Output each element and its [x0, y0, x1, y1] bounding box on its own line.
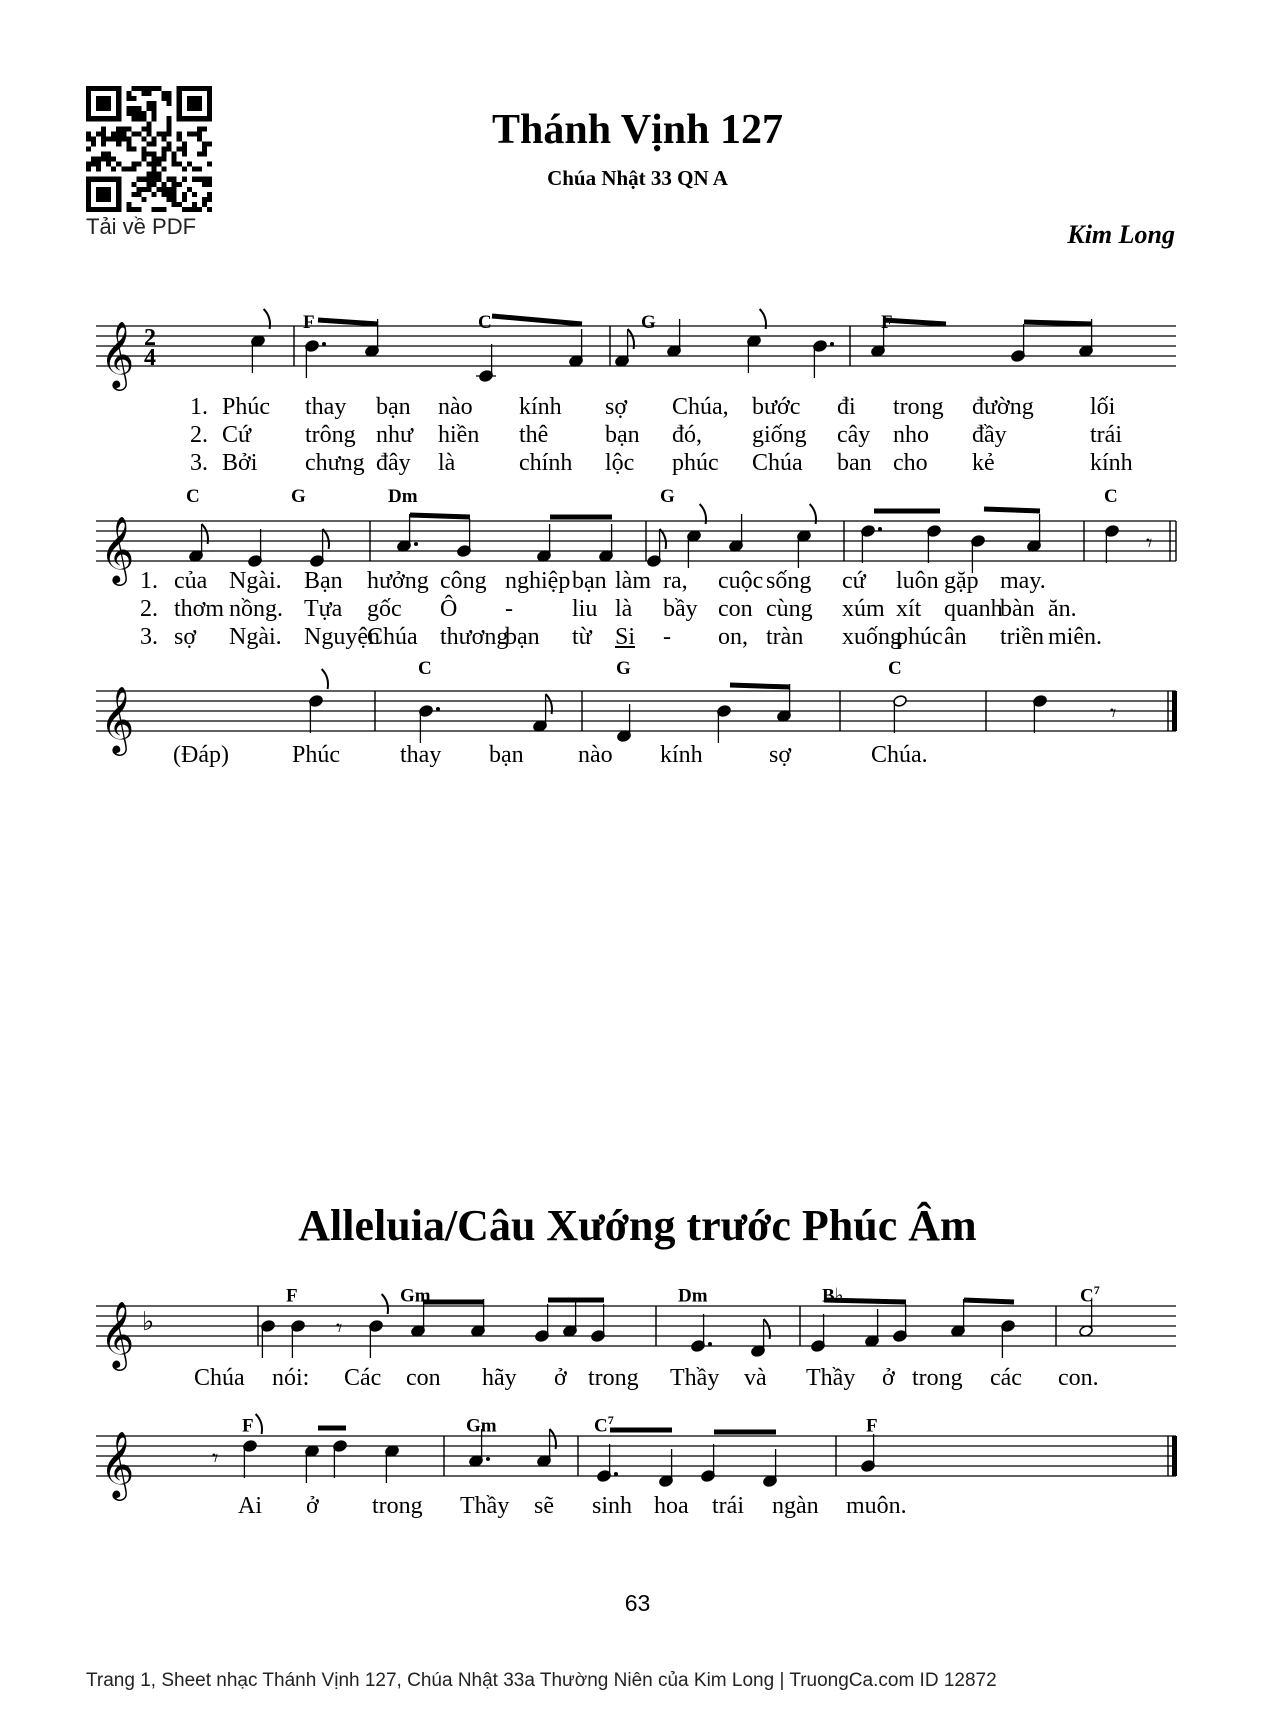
lyric-syllable: ra,	[663, 568, 688, 594]
lyric-syllable: quanh	[944, 596, 1003, 622]
lyric-syllable: sẽ	[534, 1493, 554, 1519]
lyric-syllable: ban	[837, 450, 872, 476]
lyric-syllable: đây	[376, 450, 411, 476]
lyric-syllable: Ai	[238, 1493, 262, 1519]
lyric-syllable: phúc	[672, 450, 719, 476]
lyric-syllable: Chúa.	[871, 742, 928, 768]
lyric-syllable: 1.	[140, 568, 158, 594]
lyric-syllable: sợ	[174, 624, 197, 650]
chord: F	[242, 1415, 254, 1437]
lyric-syllable: phúc	[896, 624, 943, 650]
lyric-syllable: triền	[1000, 624, 1044, 650]
lyric-syllable: Ngài.	[229, 568, 282, 594]
lyric-syllable: 2.	[190, 422, 208, 448]
chord: G	[616, 658, 631, 679]
lyric-syllable: ở	[882, 1365, 895, 1391]
lyric-syllable: Thầy	[670, 1365, 720, 1391]
lyric-syllable: sợ	[769, 742, 792, 768]
lyric-syllable: nho	[893, 422, 929, 448]
lyric-syllable: nồng.	[229, 596, 283, 622]
svg-text:𝄞: 𝄞	[100, 320, 135, 388]
lyric-syllable: sinh	[592, 1493, 633, 1519]
lyric-syllable: 3.	[190, 450, 208, 476]
lyric-syllable: giống	[752, 422, 807, 448]
lyric-syllable: hiền	[438, 422, 480, 448]
lyric-syllable: bạn	[505, 624, 540, 650]
lyric-syllable: là	[438, 450, 456, 476]
lyric-syllable: tràn	[766, 624, 804, 650]
lyric-syllable: Chúa	[194, 1365, 245, 1391]
svg-text:2: 2	[144, 325, 156, 351]
lyric-syllable: kính	[660, 742, 703, 768]
page-subtitle: Chúa Nhật 33 QN A	[547, 166, 728, 190]
svg-text:𝄞: 𝄞	[100, 1430, 135, 1498]
chord: G	[291, 486, 306, 507]
lyric-syllable: 2.	[140, 596, 158, 622]
alleluia-title: Alleluia/Câu Xướng trước Phúc Âm	[298, 1201, 977, 1250]
lyric-syllable: bạn	[605, 422, 640, 448]
lyric-syllable: Chúa	[752, 450, 803, 476]
chord: C	[186, 486, 200, 507]
lyric-syllable: -	[505, 596, 513, 622]
lyric-syllable: đó,	[672, 422, 702, 448]
lyric-syllable: nói:	[272, 1365, 310, 1391]
lyric-syllable: xuống	[842, 624, 902, 650]
page-title: Thánh Vịnh 127	[491, 107, 784, 153]
chord: G	[660, 486, 675, 507]
lyric-syllable: Nguyện	[304, 624, 380, 650]
lyric-syllable: công	[440, 568, 487, 594]
lyric-syllable: con.	[1058, 1365, 1099, 1391]
lyric-syllable: ở	[554, 1365, 567, 1391]
lyric-syllable: xúm	[842, 596, 885, 622]
lyric-syllable: Tựa	[304, 596, 343, 622]
lyric-syllable: Cứ	[222, 422, 252, 448]
chord: $C^7$	[594, 1413, 614, 1437]
lyric-syllable: bàn	[1000, 596, 1035, 622]
lyric-syllable: trong	[588, 1365, 639, 1391]
lyric-syllable: thơm	[174, 596, 225, 622]
lyric-syllable: lộc	[605, 450, 635, 476]
chord: F	[286, 1285, 298, 1307]
lyric-syllable: gặp	[944, 568, 979, 594]
chord: $C^7$	[1080, 1283, 1100, 1307]
chord: C	[888, 658, 902, 679]
lyric-syllable: thê	[519, 422, 549, 448]
lyric-syllable: 1.	[190, 394, 208, 420]
lyric-syllable: Phúc	[292, 742, 340, 768]
chord: Dm	[388, 486, 418, 507]
chord: C	[1104, 486, 1118, 507]
lyric-syllable: Các	[344, 1365, 382, 1391]
lyric-syllable: trong	[372, 1493, 423, 1519]
lyric-syllable: bầy	[663, 596, 698, 622]
lyric-syllable: on,	[718, 624, 748, 650]
svg-text:𝄾: 𝄾	[1146, 529, 1153, 557]
lyric-syllable: đầy	[972, 422, 1007, 448]
svg-text:♭: ♭	[142, 1307, 155, 1337]
lyric-syllable: Thầy	[460, 1493, 510, 1519]
lyric-syllable: con	[718, 596, 753, 622]
lyric-syllable: hãy	[482, 1365, 517, 1391]
lyric-syllable: nào	[578, 742, 613, 768]
lyric-syllable: thay	[400, 742, 442, 768]
lyric-syllable: kính	[1090, 450, 1133, 476]
lyric-syllable: chính	[519, 450, 573, 476]
lyric-syllable: làm	[615, 568, 651, 594]
lyric-syllable: Ô	[440, 596, 458, 622]
lyric-syllable: gốc	[367, 596, 402, 622]
page-number: 63	[624, 1590, 651, 1616]
lyric-syllable: sợ	[605, 394, 628, 420]
lyric-syllable: muôn.	[846, 1493, 907, 1519]
lyric-syllable: là	[615, 596, 633, 622]
lyric-syllable: cùng	[766, 596, 813, 622]
lyric-syllable: miên.	[1048, 624, 1102, 650]
lyric-syllable: (Đáp)	[173, 742, 229, 768]
lyric-syllable: Phúc	[222, 394, 270, 420]
alleluia-staff-2	[0, 1410, 1275, 1530]
lyric-syllable: kẻ	[972, 450, 995, 476]
lyric-syllable: 3.	[140, 624, 158, 650]
lyric-syllable: từ	[572, 624, 592, 650]
lyric-syllable: và	[744, 1365, 767, 1391]
chord: G	[641, 312, 656, 333]
lyric-syllable: may.	[1000, 568, 1046, 594]
lyric-syllable: Thầy	[806, 1365, 856, 1391]
lyric-syllable: các	[990, 1365, 1022, 1391]
lyric-syllable: thương	[440, 624, 509, 650]
lyric-syllable: Si	[615, 624, 636, 650]
lyric-syllable: trái	[1090, 422, 1122, 448]
chord: Gm	[400, 1285, 431, 1307]
svg-text:𝄾: 𝄾	[212, 1444, 219, 1472]
chord: C	[418, 658, 432, 679]
svg-text:𝄾: 𝄾	[1110, 699, 1117, 727]
lyric-syllable: bạn	[572, 568, 607, 594]
chord: F	[881, 312, 893, 333]
chord: C	[478, 312, 492, 333]
lyric-syllable: ngàn	[772, 1493, 819, 1519]
lyric-syllable: cây	[837, 422, 871, 448]
lyric-syllable: cho	[893, 450, 928, 476]
chord: Gm	[466, 1415, 497, 1437]
lyric-syllable: liu	[572, 596, 598, 622]
lyric-syllable: xít	[896, 596, 922, 622]
svg-text:𝄾: 𝄾	[336, 1314, 343, 1342]
lyric-syllable: thay	[305, 394, 347, 420]
svg-text:𝄞: 𝄞	[100, 685, 135, 753]
lyric-syllable: Chúa,	[672, 394, 729, 420]
lyric-syllable: trong	[912, 1365, 963, 1391]
chord: B♭	[822, 1285, 844, 1307]
lyric-syllable: trong	[893, 394, 944, 420]
svg-text:𝄞: 𝄞	[100, 515, 135, 583]
lyric-syllable: hoa	[654, 1493, 689, 1519]
chord: F	[866, 1415, 878, 1437]
composer-name: Kim Long	[1067, 220, 1175, 249]
lyric-syllable: kính	[519, 394, 562, 420]
lyric-syllable: ăn.	[1048, 596, 1077, 622]
lyric-syllable: nghiệp	[505, 568, 571, 594]
svg-text:4: 4	[144, 345, 156, 371]
lyric-syllable: ân	[944, 624, 967, 650]
lyric-syllable: cuộc	[718, 568, 764, 594]
lyric-syllable: chưng	[305, 450, 365, 476]
lyric-syllable: sống	[766, 568, 812, 594]
lyric-syllable: Chúa	[367, 624, 418, 650]
lyric-syllable: bạn	[489, 742, 524, 768]
svg-text:𝄞: 𝄞	[100, 1300, 135, 1368]
lyric-syllable: đường	[972, 394, 1034, 420]
lyric-syllable: trái	[712, 1493, 744, 1519]
lyric-syllable: luôn	[896, 568, 939, 594]
lyric-syllable: lối	[1090, 394, 1116, 420]
lyric-syllable: trông	[305, 422, 356, 448]
lyric-syllable: hưởng	[367, 568, 429, 594]
lyric-syllable: bước	[752, 394, 801, 420]
lyric-syllable: nào	[438, 394, 473, 420]
lyric-syllable: Bạn	[304, 568, 343, 594]
lyric-syllable: như	[376, 422, 414, 448]
lyric-syllable: đi	[837, 394, 856, 420]
lyric-syllable: Ngài.	[229, 624, 282, 650]
page-footer: Trang 1, Sheet nhạc Thánh Vịnh 127, Chúa Nhật 33a Thường Niên của Kim Long | TruongCa.com ID 12872	[86, 1670, 997, 1691]
download-pdf-link[interactable]: Tải về PDF	[86, 214, 197, 239]
lyric-syllable: ở	[306, 1493, 319, 1519]
lyric-syllable: -	[663, 624, 671, 650]
lyric-syllable: cứ	[842, 568, 866, 594]
lyric-syllable: của	[174, 568, 208, 594]
lyric-syllable: con	[406, 1365, 441, 1391]
chord: Dm	[678, 1285, 708, 1307]
chord: F	[303, 312, 315, 333]
lyric-syllable: Bởi	[222, 450, 258, 476]
lyric-syllable: bạn	[376, 394, 411, 420]
